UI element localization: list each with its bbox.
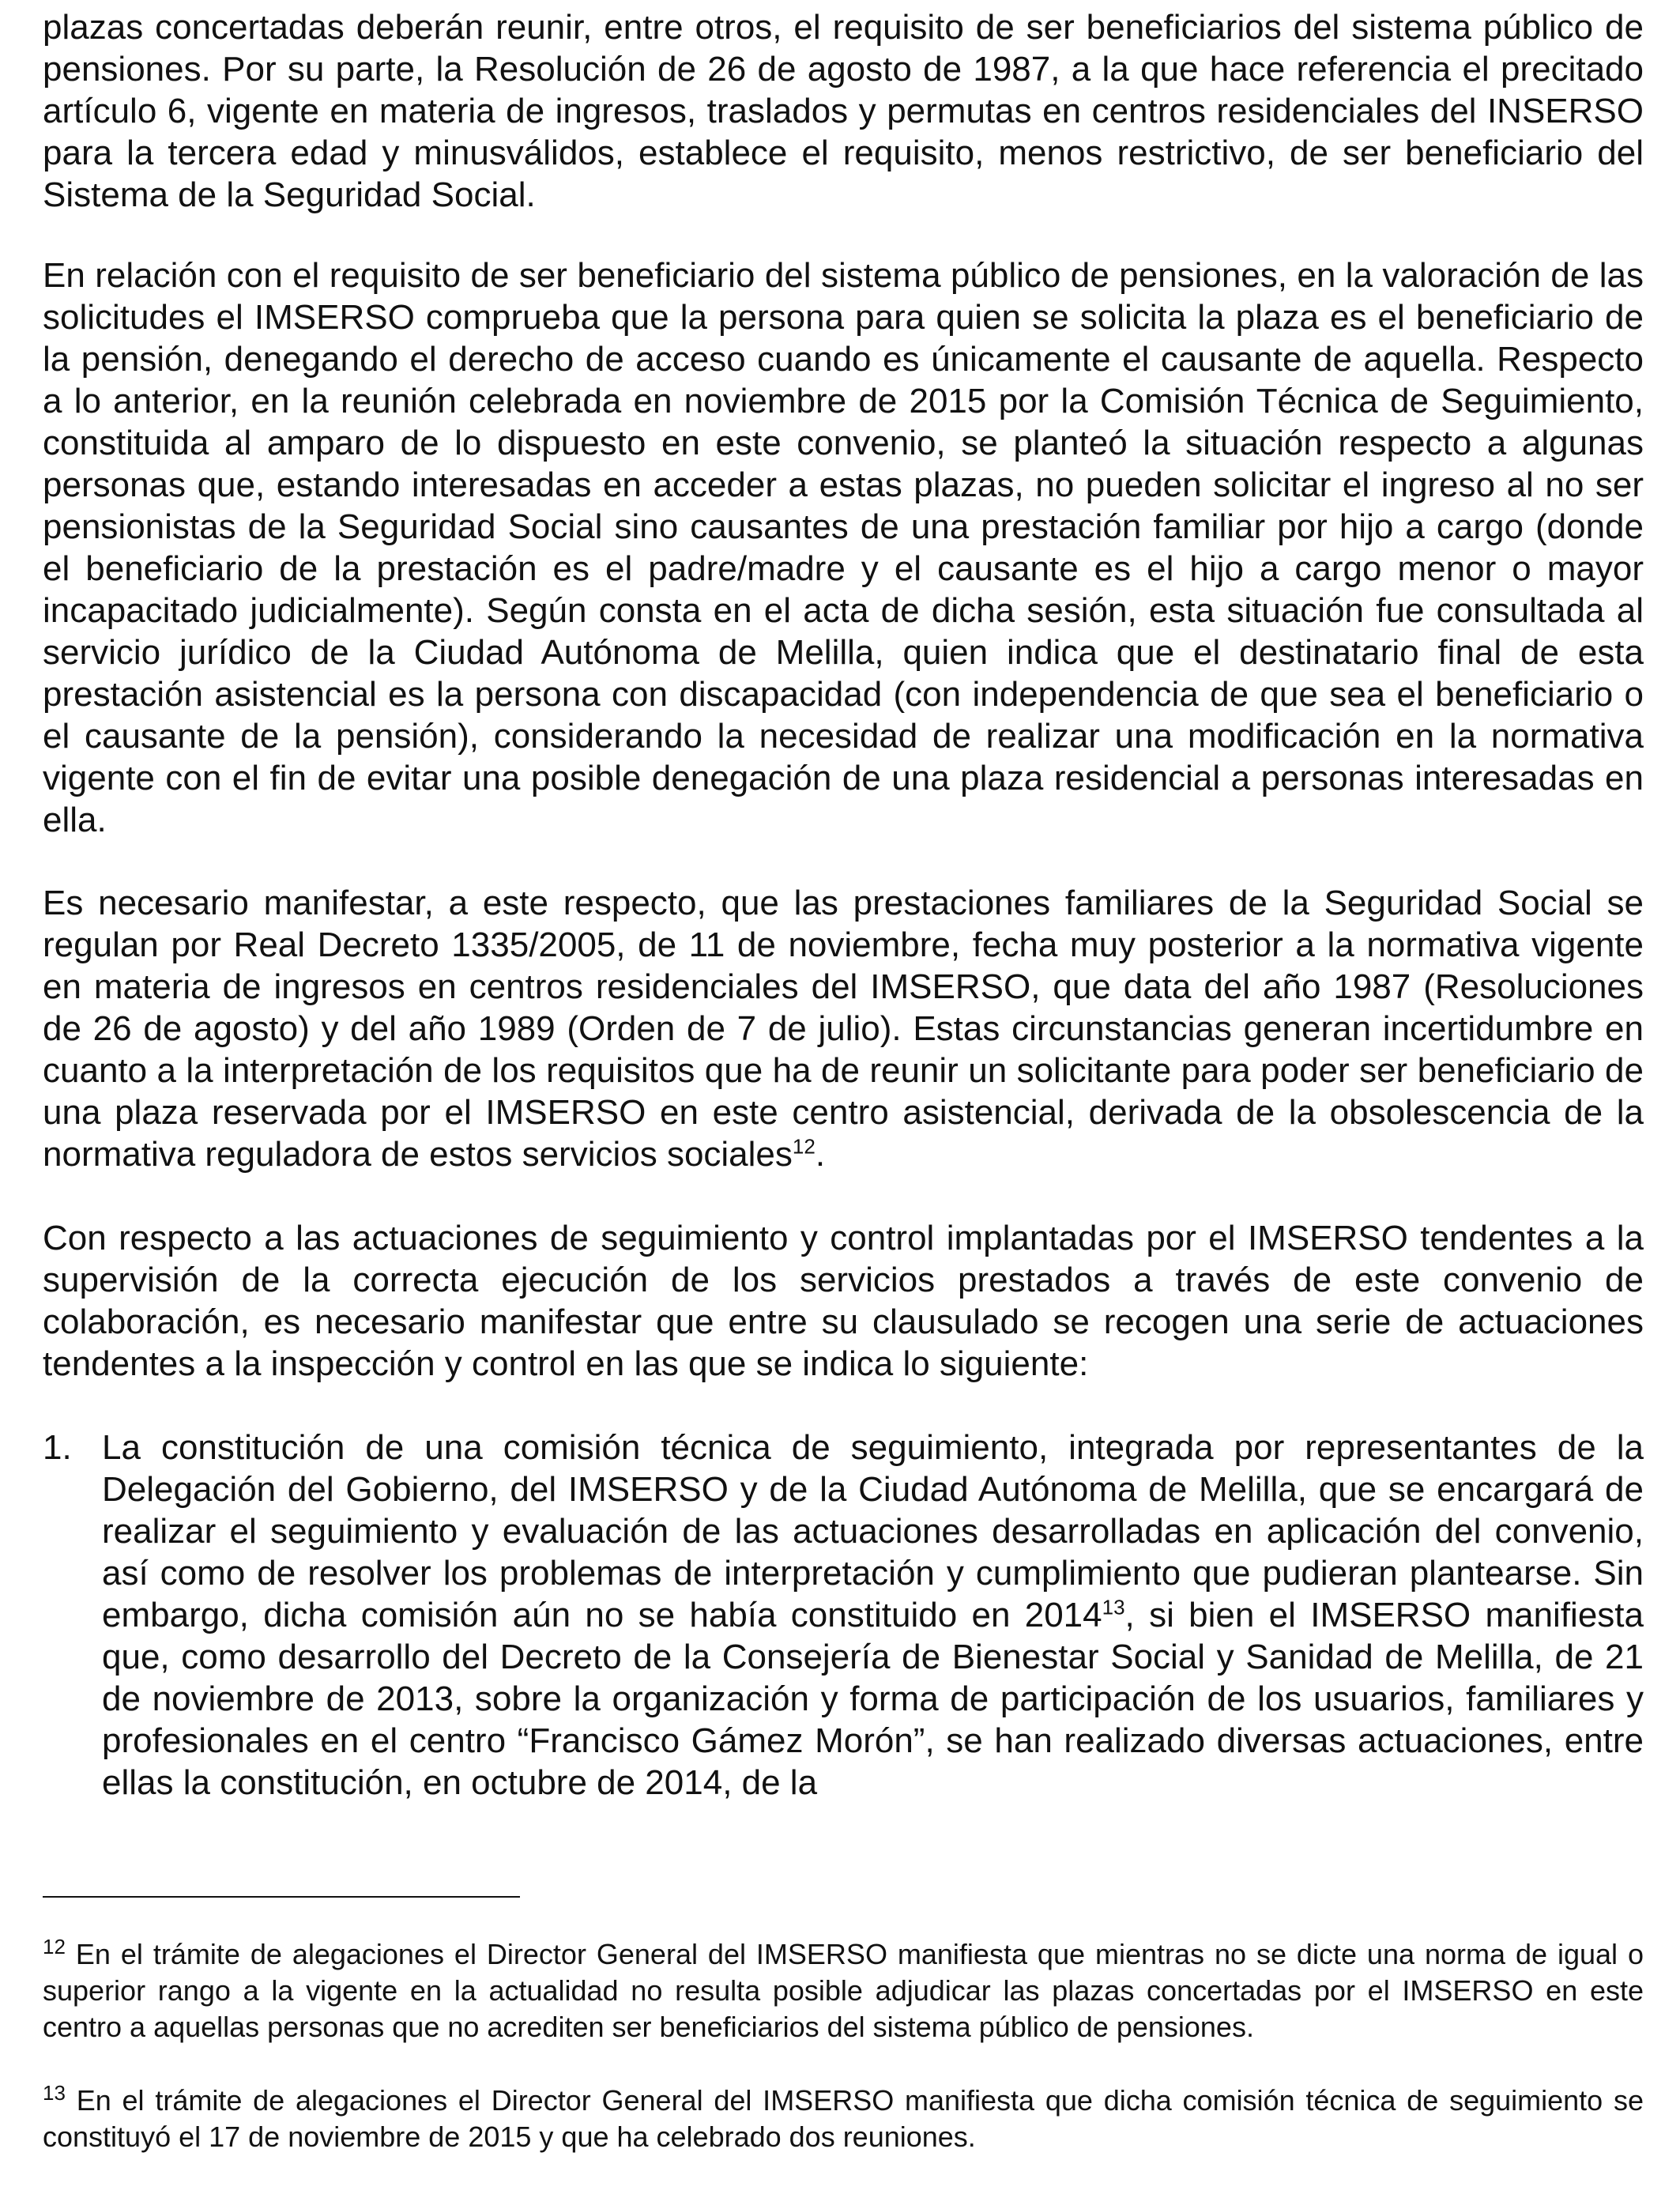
paragraph-2: [43, 254, 1644, 841]
footnote-13: [43, 2083, 1644, 2155]
footnote-ref-13[interactable]: 13: [1102, 1595, 1125, 1619]
footnote-separator: [43, 1896, 520, 1898]
paragraph-3-end: .: [815, 1135, 826, 1174]
footnote-12-number: 12: [43, 1935, 66, 1958]
paragraph-3: [43, 882, 1644, 1175]
footnote-13-text: En el trámite de alegaciones el Director General del IMSERSO manifiesta que dicha comisión técnica de seguimiento se constituyó el 17 de noviembre de 2015 y que ha celebrado dos reuniones.: [43, 2084, 1644, 2153]
footnote-12-text: En el trámite de alegaciones el Director General del IMSERSO manifiesta que mientras no se dicte una norma de igual o superior rango a la vigente en la actualidad no resulta posible adjudicar las plazas concertadas por el IMSERSO en este centro a aquellas personas que no acrediten ser beneficiarios del sistema público de pensiones.: [43, 1938, 1644, 2043]
footnote-ref-12[interactable]: 12: [792, 1134, 816, 1159]
list-item: [43, 1427, 1644, 1804]
footnote-13-number: 13: [43, 2081, 66, 2105]
paragraph-1-text: plazas concertadas deberán reunir, entre otros, el requisito de ser beneficiarios del sistema público de pensiones. Por su parte, la Resolución de 26 de agosto de 1987, a la que hace referencia el precitado artículo 6, vigente en materia de ingresos, traslados y permutas en centros residenciales del INSERSO para la tercera edad y minusválidos, establece el requisito, menos restrictivo, de ser beneficiario del Sistema de la Seguridad Social.: [43, 8, 1644, 214]
list-item-text-end: , si bien el IMSERSO manifiesta que, como desarrollo del Decreto de la Consejería de Bienestar Social y Sanidad de Melilla, de 21 de noviembre de 2013, sobre la organización y forma de participación de los usuarios, familiares y profesionales en el centro “Francisco Gámez Morón”, se han realizado diversas actuaciones, entre ellas la constitución, en octubre de 2014, de la: [102, 1596, 1644, 1802]
footnote-12: [43, 1936, 1644, 2045]
paragraph-4: [43, 1217, 1644, 1385]
paragraph-3-text: Es necesario manifestar, a este respecto, que las prestaciones familiares de la Seguridad Social se regulan por Real Decreto 1335/2005, de 11 de noviembre, fecha muy posterior a la normativa vigente en materia de ingresos en centros residenciales del IMSERSO, que data del año 1987 (Resoluciones de 26 de agosto) y del año 1989 (Orden de 7 de julio). Estas circunstancias generan incertidumbre en cuanto a la interpretación de los requisitos que ha de reunir un solicitante para poder ser beneficiario de una plaza reservada por el IMSERSO en este centro asistencial, derivada de la obsolescencia de la normativa reguladora de estos servicios sociales: [43, 884, 1644, 1174]
paragraph-4-text: Con respecto a las actuaciones de seguimiento y control implantadas por el IMSERSO tendentes a la supervisión de la correcta ejecución de los servicios prestados a través de este convenio de colaboración, es necesario manifestar que entre su clausulado se recogen una serie de actuaciones tendentes a la inspección y control en las que se indica lo siguiente:: [43, 1219, 1644, 1383]
numbered-list: [43, 1427, 1644, 1804]
list-item-text-start: La constitución de una comisión técnica de seguimiento, integrada por representantes de la Delegación del Gobierno, del IMSERSO y de la Ciudad Autónoma de Melilla, que se encargará de realizar el seguimiento y evaluación de las actuaciones desarrolladas en aplicación del convenio, así como de resolver los problemas de interpretación y cumplimiento que pudieran plantearse. Sin embargo, dicha comisión aún no se había constituido en 2014: [102, 1428, 1644, 1634]
list-item-number: 1.: [43, 1428, 72, 1467]
paragraph-2-text: En relación con el requisito de ser beneficiario del sistema público de pensiones, en la valoración de las solicitudes el IMSERSO comprueba que la persona para quien se solicita la plaza es el beneficiario de la pensión, denegando el derecho de acceso cuando es únicamente el causante de aquella. Respecto a lo anterior, en la reunión celebrada en noviembre de 2015 por la Comisión Técnica de Seguimiento, constituida al amparo de lo dispuesto en este convenio, se planteó la situación respecto a algunas personas que, estando interesadas en acceder a estas plazas, no pueden solicitar el ingreso al no ser pensionistas de la Seguridad Social sino causantes de una prestación familiar por hijo a cargo (donde el beneficiario de la prestación es el padre/madre y el causante es el hijo a cargo menor o mayor incapacitado judicialmente). Según consta en el acta de dicha sesión, esta situación fue consultada al servicio jurídico de la Ciudad Autónoma de Melilla, quien indica que el destinatario final de esta prestación asistencial es la persona con discapacidad (con independencia de que sea el beneficiario o el causante de la pensión), considerando la necesidad de realizar una modificación en la normativa vigente con el fin de evitar una posible denegación de una plaza residencial a personas interesadas en ella.: [43, 256, 1644, 839]
paragraph-1: [43, 6, 1644, 216]
